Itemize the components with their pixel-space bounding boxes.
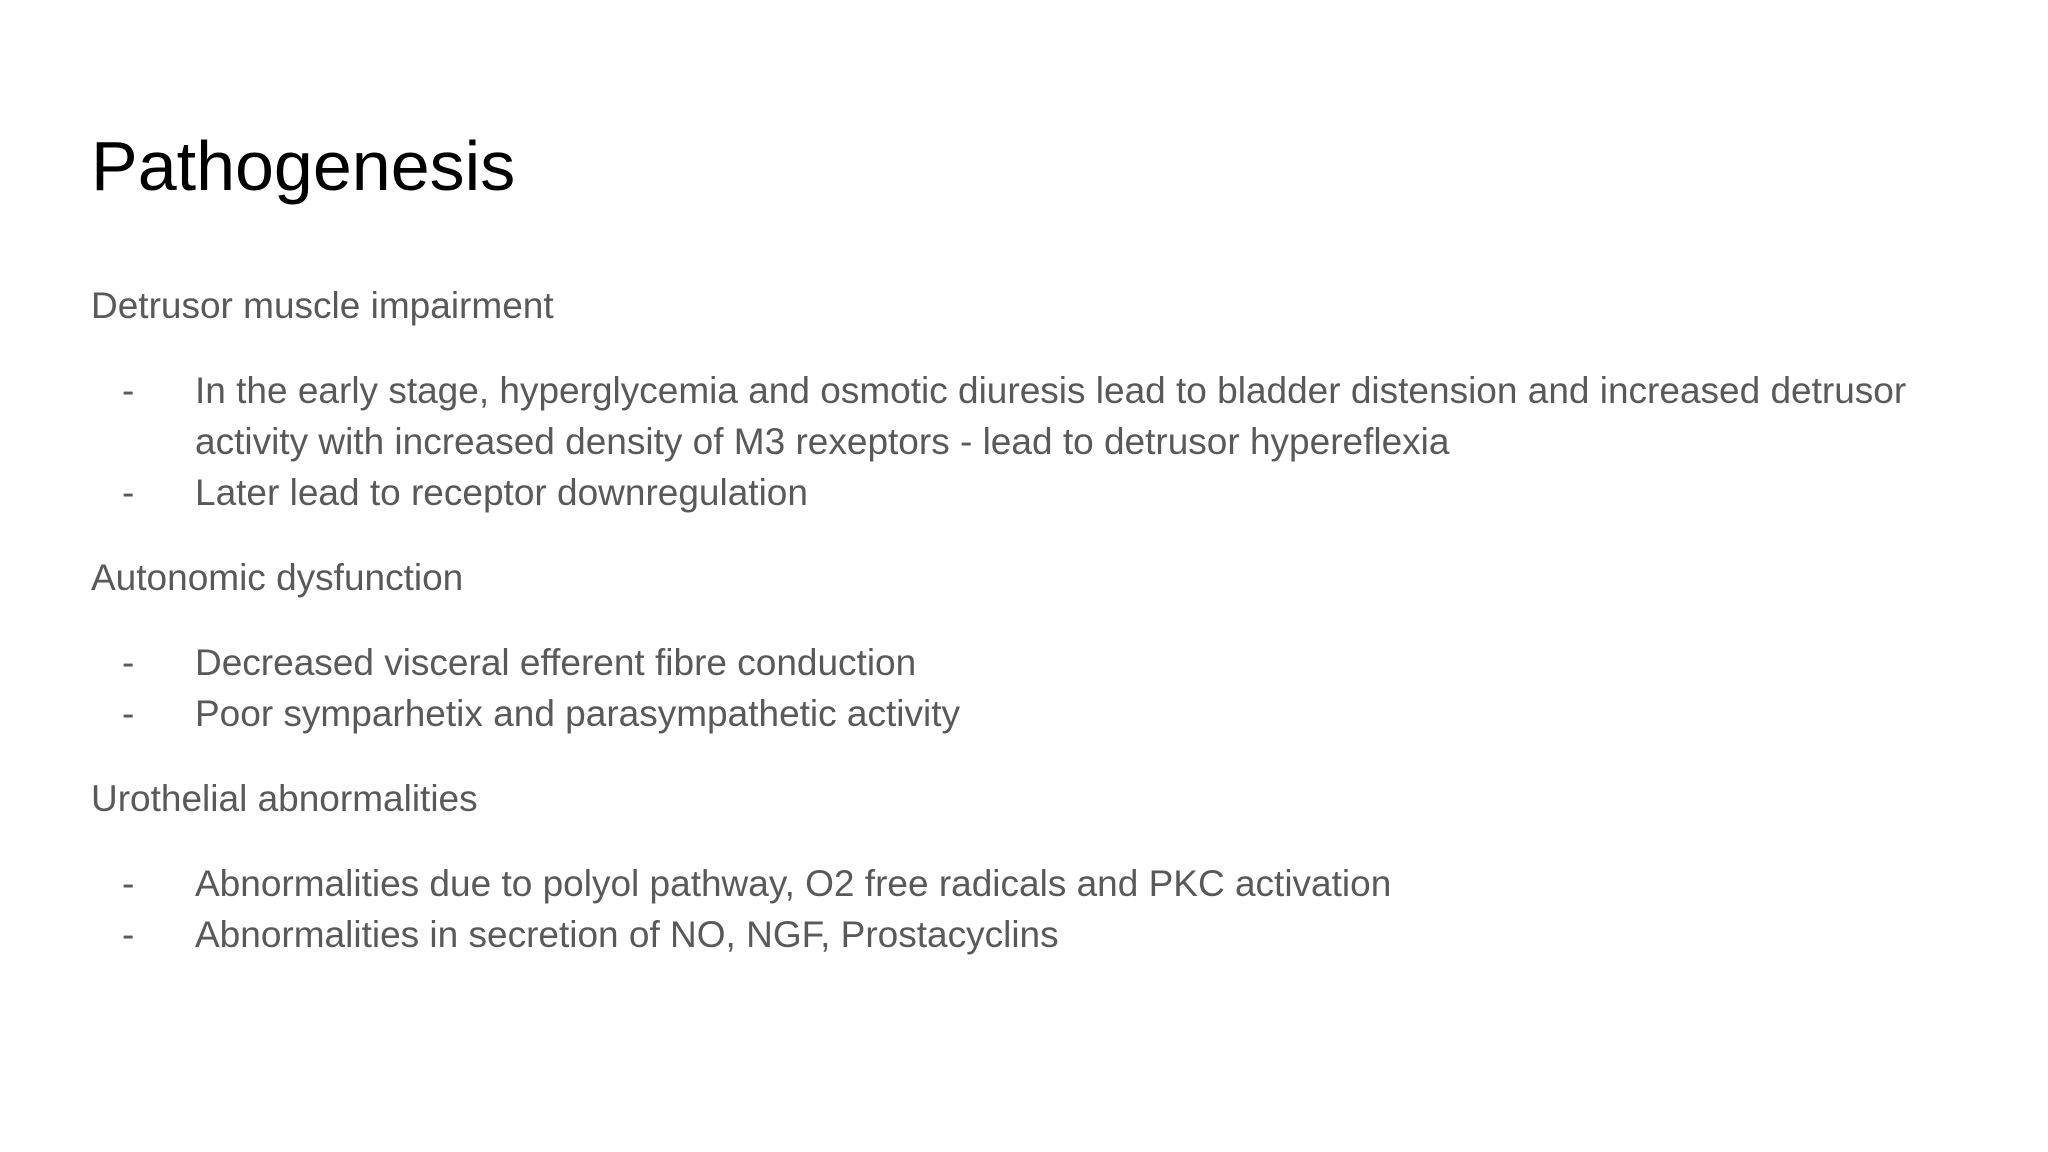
bullet-marker: - — [122, 914, 135, 955]
bullet-marker: - — [122, 370, 135, 411]
bullet-item — [91, 909, 1971, 960]
bullet-item — [91, 688, 1971, 739]
section-heading-autonomic: Autonomic dysfunction — [91, 557, 464, 598]
bullet-text: In the early stage, hyperglycemia and osmotic diuresis lead to bladder distension and increased detrusor activity with increased density of M3 rexeptors - lead to detrusor hypereflexia — [195, 370, 1907, 462]
bullet-text: Abnormalities due to polyol pathway, O2 free radicals and PKC activation — [195, 863, 1392, 904]
bullet-text: Poor symparhetix and parasympathetic activity — [195, 693, 961, 734]
section-heading-detrusor: Detrusor muscle impairment — [91, 285, 554, 326]
bullet-list-autonomic — [91, 637, 1971, 739]
bullet-item — [91, 637, 1971, 688]
bullet-marker: - — [122, 693, 135, 734]
slide-body — [91, 280, 1971, 994]
bullet-item — [91, 467, 1971, 518]
bullet-list-detrusor — [91, 365, 1971, 518]
bullet-text: Later lead to receptor downregulation — [195, 472, 808, 513]
section-heading-urothelial: Urothelial abnormalities — [91, 778, 478, 819]
bullet-text: Abnormalities in secretion of NO, NGF, Prostacyclins — [195, 914, 1059, 955]
bullet-item — [91, 365, 1971, 467]
slide-title: Pathogenesis — [91, 127, 516, 205]
bullet-marker: - — [122, 472, 135, 513]
bullet-list-urothelial — [91, 858, 1971, 960]
bullet-marker: - — [122, 642, 135, 683]
bullet-text: Decreased visceral efferent fibre conduction — [195, 642, 917, 683]
bullet-item — [91, 858, 1971, 909]
bullet-marker: - — [122, 863, 135, 904]
